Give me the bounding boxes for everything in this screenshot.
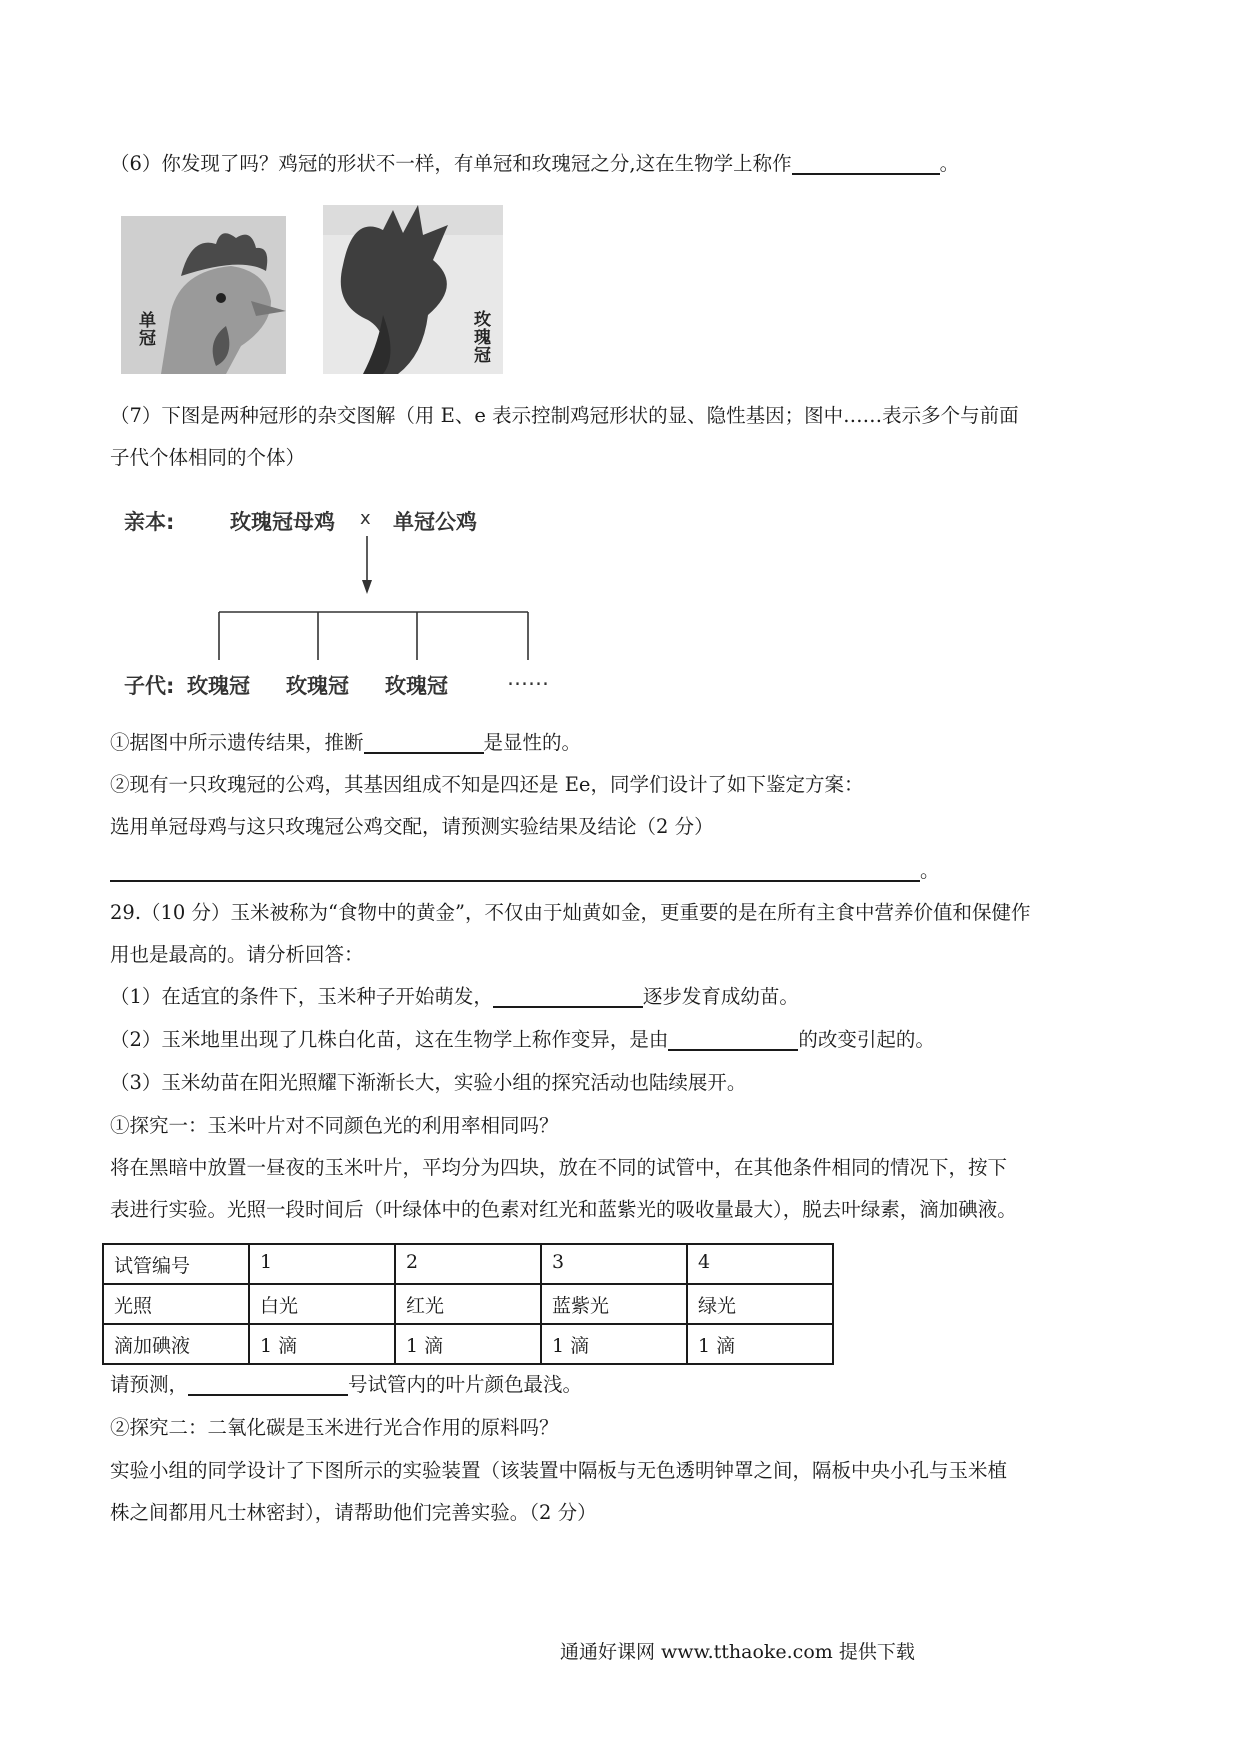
q7-sub2: ②现有一只玫瑰冠的公鸡，其基因组成不知是四还是 Ee，同学们设计了如下鉴定方案： <box>110 773 864 796</box>
parent-label: 亲本: <box>124 510 175 534</box>
rose-comb-photo <box>323 205 503 374</box>
predict-end: 号试管内的叶片颜色最浅。 <box>348 1373 583 1396</box>
table-cell: 滴加碘液 <box>103 1324 249 1364</box>
table-cell: 1 滴 <box>395 1324 541 1364</box>
exp1-line-2: 表进行实验。光照一段时间后（叶绿体中的色素对红光和蓝紫光的吸收量最大），脱去叶绿素，滴加碘液。 <box>110 1198 1017 1221</box>
offspring-2: 玫瑰冠 <box>286 674 349 698</box>
q7-sub1 <box>110 731 581 754</box>
offspring-label: 子代: <box>124 674 175 698</box>
exp2-line-1: 实验小组的同学设计了下图所示的实验装置（该装置中隔板与无色透明钟罩之间，隔板中央小孔与玉米植 <box>110 1459 1008 1482</box>
cross-diagram <box>120 500 600 710</box>
q7-line-2: 子代个体相同的个体） <box>110 446 306 469</box>
q7-sub2b: 选用单冠母鸡与这只玫瑰冠公鸡交配，请预测实验结果及结论（2 分） <box>110 815 714 838</box>
table-cell: 4 <box>687 1244 833 1284</box>
table-cell: 蓝紫光 <box>541 1284 687 1324</box>
q29-p1-end: 逐步发育成幼苗。 <box>642 985 799 1008</box>
table-cell: 绿光 <box>687 1284 833 1324</box>
table-row <box>103 1244 833 1284</box>
q7-line-1: （7）下图是两种冠形的杂交图解（用 E、e 表示控制鸡冠形状的显、隐性基因；图中……表示多个与前面 <box>110 404 1019 427</box>
single-comb-label: 单冠 <box>135 311 155 347</box>
q7-sub1-end: 是显性的。 <box>483 731 582 754</box>
offspring-3: 玫瑰冠 <box>385 674 448 698</box>
q7-answer-end: 。 <box>920 859 940 882</box>
cross-symbol: x <box>360 508 371 529</box>
table-cell: 1 滴 <box>249 1324 395 1364</box>
single-comb-photo <box>121 216 286 374</box>
table-cell: 3 <box>541 1244 687 1284</box>
predict-text: 请预测， <box>110 1373 189 1396</box>
offspring-ellipsis: …… <box>507 666 549 690</box>
experiment-table <box>102 1243 834 1365</box>
exp1-line-1: 将在黑暗中放置一昼夜的玉米叶片，平均分为四块，放在不同的试管中，在其他条件相同的情况下，按下 <box>110 1156 1008 1179</box>
exp2-line-2: 株之间都用凡士林密封），请帮助他们完善实验。（2 分） <box>110 1501 597 1524</box>
table-cell: 红光 <box>395 1284 541 1324</box>
table-cell: 1 <box>249 1244 395 1284</box>
q7-sub1-text: ①据图中所示遗传结果，推断 <box>110 731 364 754</box>
q29-p1 <box>110 985 799 1008</box>
q29-line-2: 用也是最高的。请分析回答： <box>110 943 364 966</box>
table-cell: 1 滴 <box>541 1324 687 1364</box>
q29-p2-blank[interactable] <box>668 1029 798 1051</box>
table-row <box>103 1284 833 1324</box>
parent-male: 单冠公鸡 <box>393 510 477 534</box>
table-cell: 2 <box>395 1244 541 1284</box>
q29-p3: （3）玉米幼苗在阳光照耀下渐渐长大，实验小组的探究活动也陆续展开。 <box>110 1071 747 1094</box>
table-row <box>103 1324 833 1364</box>
table-cell: 试管编号 <box>103 1244 249 1284</box>
offspring-1: 玫瑰冠 <box>187 674 250 698</box>
rose-comb-label: 玫瑰冠 <box>470 310 490 364</box>
q29-p1-text: （1）在适宜的条件下，玉米种子开始萌发， <box>110 985 493 1008</box>
table-cell: 光照 <box>103 1284 249 1324</box>
q6-end: 。 <box>939 152 960 175</box>
q7-answer-line <box>110 859 940 882</box>
table-cell: 1 滴 <box>687 1324 833 1364</box>
exp1-title: ①探究一：玉米叶片对不同颜色光的利用率相同吗？ <box>110 1114 559 1137</box>
page-footer: 通通好课网 www.tthaoke.com 提供下载 <box>560 1641 915 1663</box>
single-comb-rooster-image <box>121 216 286 374</box>
predict-line <box>110 1373 582 1396</box>
q6-answer-blank[interactable] <box>792 153 940 175</box>
q29-p2-end: 的改变引起的。 <box>798 1028 935 1051</box>
table-cell: 白光 <box>249 1284 395 1324</box>
q29-p1-blank[interactable] <box>493 986 643 1008</box>
q7-answer-blank[interactable] <box>110 860 920 882</box>
parent-female: 玫瑰冠母鸡 <box>230 510 335 534</box>
q29-p2 <box>110 1028 935 1051</box>
q29-line-1: 29.（10 分）玉米被称为“食物中的黄金”，不仅由于灿黄如金，更重要的是在所有主食中营养价值和保健作 <box>110 901 1031 924</box>
q7-sub1-blank[interactable] <box>364 732 484 754</box>
q29-p2-text: （2）玉米地里出现了几株白化苗，这在生物学上称作变异，是由 <box>110 1028 669 1051</box>
q6-text: （6）你发现了吗？鸡冠的形状不一样，有单冠和玫瑰冠之分,这在生物学上称作 <box>110 152 792 175</box>
exp2-title: ②探究二：二氧化碳是玉米进行光合作用的原料吗？ <box>110 1416 559 1439</box>
predict-blank[interactable] <box>188 1374 348 1396</box>
q6-text-line <box>110 152 959 175</box>
